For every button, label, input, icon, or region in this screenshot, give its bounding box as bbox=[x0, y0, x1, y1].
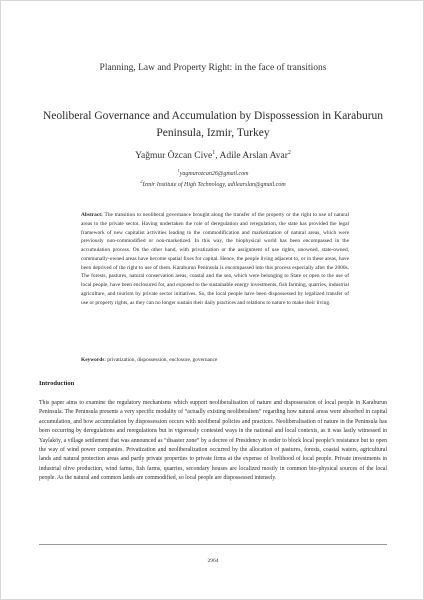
footer-divider bbox=[39, 544, 387, 545]
affiliations bbox=[1, 167, 424, 189]
affiliation-superscript: 1 bbox=[177, 168, 180, 173]
conference-title: Planning, Law and Property Right: in the face of transitions bbox=[99, 63, 327, 73]
keywords bbox=[81, 356, 349, 364]
abstract-text: The transition to neoliberal governance brought along the transfer of the property or the right to use of natural areas to the private sector. Having undertaken the role of deregulation and reregulation, the state has provided the legal framework of new capitalist activities leading to the commodification and marketization of natural areas, which were previously non-commodified or non-marketized. In this way, the biophysical world has been encompassed in the accumulation process. On the other hand, with privatization or the assignment of use rights, unowned, state-owned, communally-owned areas have become spatial fixes for capital. Hence, the people living adjacent to, or in these areas, have been deprived of the right to use of them. Karaburun Peninsula is encompassed into this process especially after the 2000s. The forests, pastures, natural conservation areas, coastal and the sea, which were belonging to State or open to the use of local people, have been enclosured for, and exposed to the sustainable energy investments, fish farming, quarries, industrial agriculture, and tourism by private sector initiatives. So, the local people have been dispossessed by legalized transfer of use or property rights, as they can no longer sustain their daily practices and relations to nature to make their living. bbox=[81, 212, 349, 306]
author-name: Yağmur Özcan Cive bbox=[135, 151, 213, 162]
affiliation-text: İzmir Institute of High Technology, adilearslan@gmail.com bbox=[142, 182, 286, 188]
affiliation-line bbox=[1, 178, 424, 189]
abstract-label: Abstract: bbox=[81, 212, 103, 218]
keywords-text: : privatization, dispossession, enclosure, governance bbox=[104, 357, 218, 363]
author-superscript: 2 bbox=[287, 150, 291, 156]
keywords-label: Keywords bbox=[81, 357, 105, 363]
paper-title: Neoliberal Governance and Accumulation by Dispossession in Karaburun Peninsula, Izmir, Turkey bbox=[42, 110, 384, 139]
affiliation-line bbox=[1, 167, 424, 178]
author-name: Adile Arslan Avar bbox=[219, 151, 288, 162]
author-superscript: 1 bbox=[212, 150, 216, 156]
section-heading-introduction: Introduction bbox=[39, 380, 75, 387]
page-number: 2964 bbox=[207, 558, 219, 564]
author-line bbox=[1, 150, 424, 161]
introduction-paragraph: This paper aims to examine the regulatory mechanisms which support neoliberalisation of nature and dispossession of local people in Karaburun Peninsula. The Peninsula presents a very specific modality of “actually existing neoliberalism” regarding how natural areas were absorbed in capital accumulation, and how accumulation by dispossession occurs with neoliberal policies and practices. Neoliberalisation of nature in the Peninsula has been occurring by deregulations and reregulations but in vigorously contested ways in the national and local contexts, as it was lastly witnessed in Yaylaköy, a village settlement that was announced as “disaster zone” by a decree of Presidency in order to block local people’s resistance but to open the way of wind power companies. Privatization and neoliberalization occurred by the allocation of pastures, forests, coastal waters, agricultural lands and natural protection areas and partly private properties to private firms at the expense of livelihood of local people. Private investments in industrial olive production, wind farms, fish farms, quarries, secondary houses are localized mostly in common bio-physical sources of the local people. As the natural and common lands are commodified, so local people are dispossessed intensely. bbox=[39, 400, 387, 482]
abstract bbox=[81, 211, 349, 307]
affiliation-superscript: 2 bbox=[140, 179, 143, 184]
author-separator: , bbox=[215, 151, 220, 162]
affiliation-text: yagmurozcan26@gmail.com bbox=[179, 171, 249, 177]
